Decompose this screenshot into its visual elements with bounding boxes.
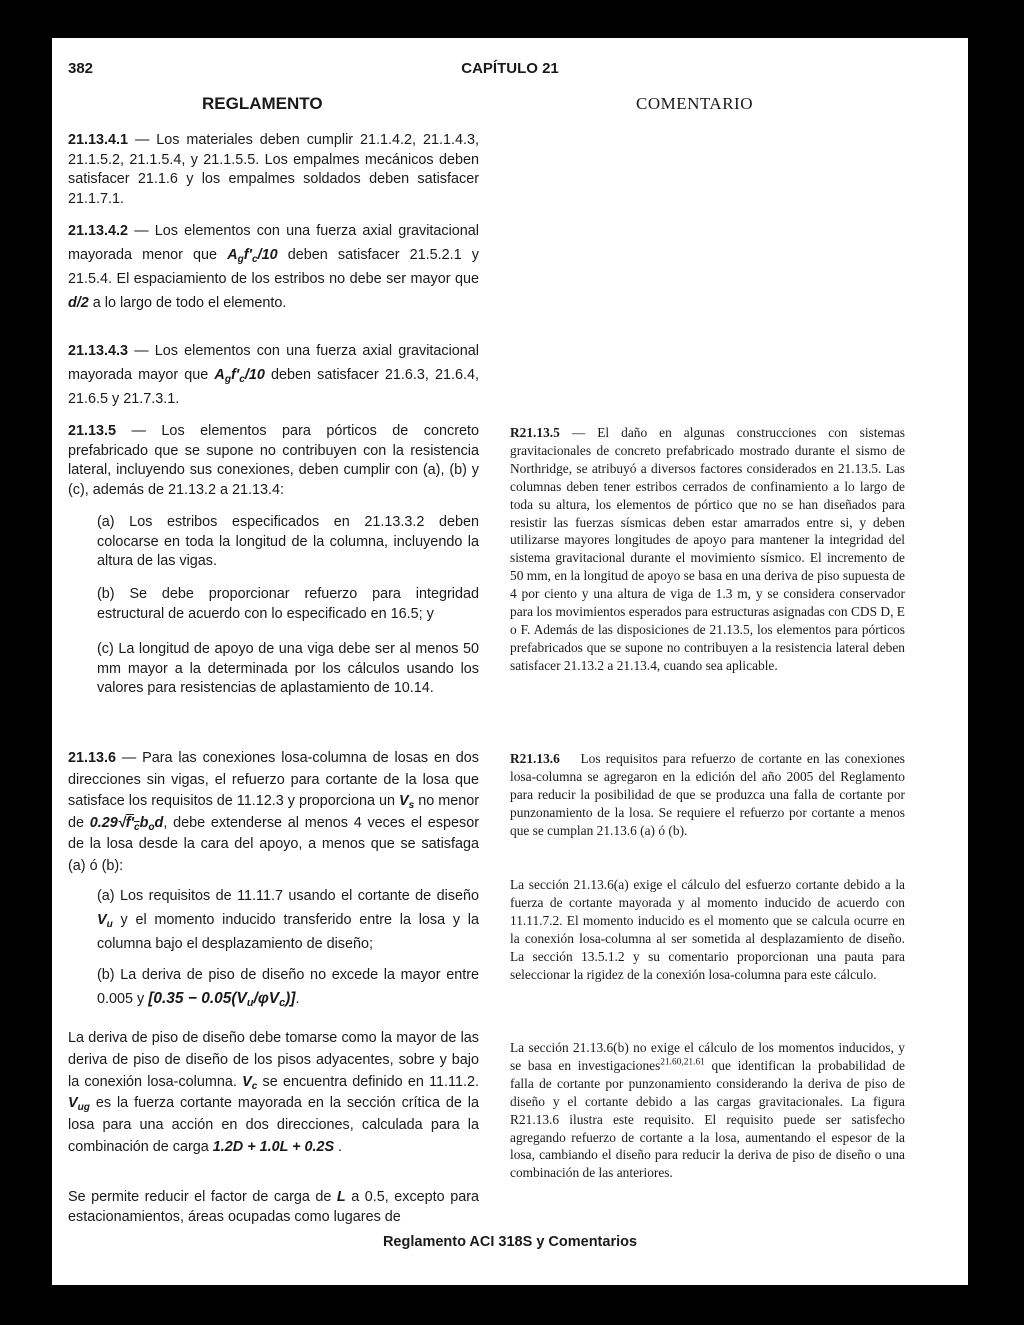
formula-agfc-10: $A_gf'_c/10$ — [214, 367, 265, 385]
page-footer: Reglamento ACI 318S y Comentarios — [382, 1234, 638, 1250]
paragraph-text: se encuentra definido en 11.11.2. — [257, 1073, 479, 1090]
section-text: deben satisfacer 21.5.2.1 y 21.5.4. El espaciamiento de los estribos no debe ser mayor que — [68, 247, 479, 287]
reglamento-heading: REGLAMENTO — [202, 94, 323, 113]
item-text: (b) La deriva de piso de diseño no excede la mayor entre 0.005 y — [97, 967, 479, 1007]
paragraph-text: . — [334, 1138, 343, 1155]
section-21-13-4-2 — [68, 219, 479, 315]
section-text: — Los materiales deben cumplir 21.1.4.2, 21.1.4.3, 21.1.5.2, 21.1.5.4, y 21.1.5.5. Los empalmes mecánicos deben satisfacer 21.1.6 y los empalmes soldados deben satisfacer 21.1.7.1. — [68, 132, 479, 207]
comentario-heading: COMENTARIO — [636, 94, 753, 113]
item-a-21-13-5: (a) Los estribos especificados en 21.13.3.2 deben colocarse en toda la longitud de la columna, incluyendo la altura de las vigas. — [97, 514, 479, 570]
comment-21-13-6-b — [510, 1039, 905, 1182]
formula-agfc-10: $A_gf'_c/10$ — [227, 247, 278, 265]
paragraph-text: Se permite reducir el factor de carga de — [68, 1189, 337, 1205]
formula-d-2: d/2 — [68, 295, 89, 311]
section-text: no menor de — [68, 793, 479, 831]
section-text: deben satisfacer 21.6.3, 21.6.4, 21.6.5 y 21.7.3.1. — [68, 367, 480, 407]
item-c-21-13-5: (c) La longitud de apoyo de una viga debe ser al menos 50 mm mayor a la determinada por los cálculos usando los valores para resistencias de aplastamiento de 10.14. — [97, 641, 479, 697]
formula-vug: $V_{ug}$ — [68, 1095, 90, 1114]
section-21-13-4-3 — [68, 339, 479, 411]
paragraph-text: es la fuerza cortante mayorada en la sección crítica de la losa para una acción en dos direcciones, calculada para la combinación de carga — [68, 1095, 479, 1155]
item-text: (a) Los requisitos de 11.11.7 usando el cortante de diseño — [97, 888, 479, 904]
page-number: 382 — [68, 60, 94, 77]
section-text: — Los elementos para pórticos de concreto prefabricado que se supone no contribuyen con la resistencia lateral, incluyendo sus conexiones, deben cumplir con (a), (b) y (c), además de 21.13.2 a 21.13.4: — [68, 423, 479, 498]
section-text: — Los elementos con una fuerza axial gravitacional mayorada mayor que — [68, 343, 479, 383]
section-number: 21.13.5 — [68, 423, 117, 439]
reference-superscript: 21.60,21.61 — [660, 1057, 705, 1068]
paragraph-text: La deriva de piso de diseño debe tomarse como la mayor de las deriva de piso de diseño de los pisos adyacentes, sobre y bajo la conexión losa-columna. — [68, 1030, 479, 1090]
comment-21-13-6-a: La sección 21.13.6(a) exige el cálculo del esfuerzo cortante debido a la fuerza de cortante mayorada y al momento inducido de acuerdo con 11.11.7.2. El momento inducido es el momento que se calcula ocurre en la conexión losa-columna al ser sometida al desplazamiento de diseño. La sección 13.5.1.2 y su comentario proporcionan una pauta para seleccionar la rigidez de la conexión losa-columna para este cálculo. — [510, 877, 905, 982]
comment-r21-13-6 — [510, 750, 909, 840]
section-21-13-4-1 — [68, 131, 479, 209]
comment-number: R21.13.5 — [510, 425, 560, 440]
comment-number: R21.13.6 — [510, 751, 560, 766]
item-text: y el momento inducido transferido entre la losa y la columna bajo el desplazamiento de diseño; — [97, 912, 479, 952]
item-b-21-13-6 — [97, 963, 479, 1011]
section-text: a lo largo de todo el elemento. — [88, 295, 287, 311]
item-b-21-13-5: (b) Se debe proporcionar refuerzo para integridad estructural de acuerdo con lo especificado en 16.5; y — [97, 586, 479, 622]
comment-text: que identifican la probabilidad de falla de cortante por punzonamiento considerando la deriva de piso de diseño y el cortante debido a las cargas gravitacionales. La figura R21.13.6 ilustra este requisito. El requisito puede ser satisfecho agregando refuerzo de cortante a la losa, aumentando el espesor de la losa, cambiando el diseño para reducir la deriva de piso de diseño o una combinación de las anteriores. — [510, 1057, 905, 1181]
section-text: , debe extenderse al menos 4 veces el espesor de la losa desde la cara del apoyo, a menos que se satisfaga (a) ó (b): — [68, 814, 479, 874]
item-a-21-13-6 — [97, 884, 479, 956]
paragraph-text: a 0.5, excepto para estacionamientos, áreas ocupadas como lugares de — [68, 1189, 479, 1225]
paragraph-deriva-piso — [68, 1028, 479, 1159]
section-number: 21.13.4.1 — [68, 132, 129, 148]
formula-vc: $V_c$ — [242, 1073, 258, 1092]
comment-text: — El daño en algunas construcciones con sistemas gravitacionales de concreto prefabricado mostrado durante el sismo de Northridge, se atribuyó a diversos factores considerados en 21.13.5. Las columnas deben tener estribos cerrados de confinamiento a lo largo de toda su altura, los elementos de pórtico que no se han diseñados para resistir las fuerzas sísmicas deben estar amarrados entre si, y deben utilizarse mayores longitudes de apoyo para mantener la integridad del sistema gravitacional durante el movimiento sísmico. El incremento de 50 mm, en la longitud de apoyo se basa en una deriva de piso supuesta de 4 por ciento y una altura de viga de 1.3 m, y se considera conservador para los movimientos esperados para estructuras asignadas con CDS D, E o F. Además de las disposiciones de 21.13.5, los elementos para pórticos prefabricados que se supone no contribuyen a la resistencia lateral deben satisfacer 21.13.2 a 21.13.4, cuando sea aplicable. — [510, 425, 905, 673]
section-text: — Para las conexiones losa-columna de losas en dos direcciones sin vigas, el refuerzo para cortante de la losa que satisface los requisitos de 11.12.3 y proporciona un — [68, 750, 479, 809]
section-number: 21.13.4.2 — [68, 223, 129, 239]
comment-r21-13-5 — [510, 424, 905, 675]
section-21-13-6 — [68, 748, 479, 877]
section-text: — Los elementos con una fuerza axial gravitacional mayorada menor que — [68, 223, 479, 263]
section-21-13-5 — [68, 422, 479, 500]
paragraph-factor-carga — [68, 1188, 479, 1227]
formula-l: L — [336, 1189, 346, 1205]
formula-vs: $V_s$ — [398, 793, 415, 811]
formula-deriva-limite: $[0.35 - 0.05(V_u/\varphi V_c)]$ — [148, 990, 296, 1009]
document-page — [52, 38, 968, 1285]
formula-load-combination: 1.2D + 1.0L + 0.2S — [212, 1138, 335, 1155]
comment-text: La sección 21.13.6(b) no exige el cálculo de los momentos inducidos, y se basa en investigaciones — [510, 1040, 905, 1073]
chapter-title: CAPÍTULO 21 — [461, 60, 559, 77]
formula-029-sqrt-fc-bod: $0.29√f'_cb_od$ — [89, 814, 164, 833]
formula-vu: $V_u$ — [97, 912, 113, 930]
section-number: 21.13.4.3 — [68, 343, 129, 359]
item-text: . — [295, 991, 300, 1007]
comment-text: Los requisitos para refuerzo de cortante en las conexiones losa-columna se agregaron en la edición del año 2005 del Reglamento para reducir la posibilidad de que se produzca una falla de cortante por punzonamiento de la losa. Se requiere el refuerzo por cortante a menos que se cumplan 21.13.6 (a) ó (b). — [510, 751, 909, 838]
section-number: 21.13.6 — [68, 750, 117, 766]
